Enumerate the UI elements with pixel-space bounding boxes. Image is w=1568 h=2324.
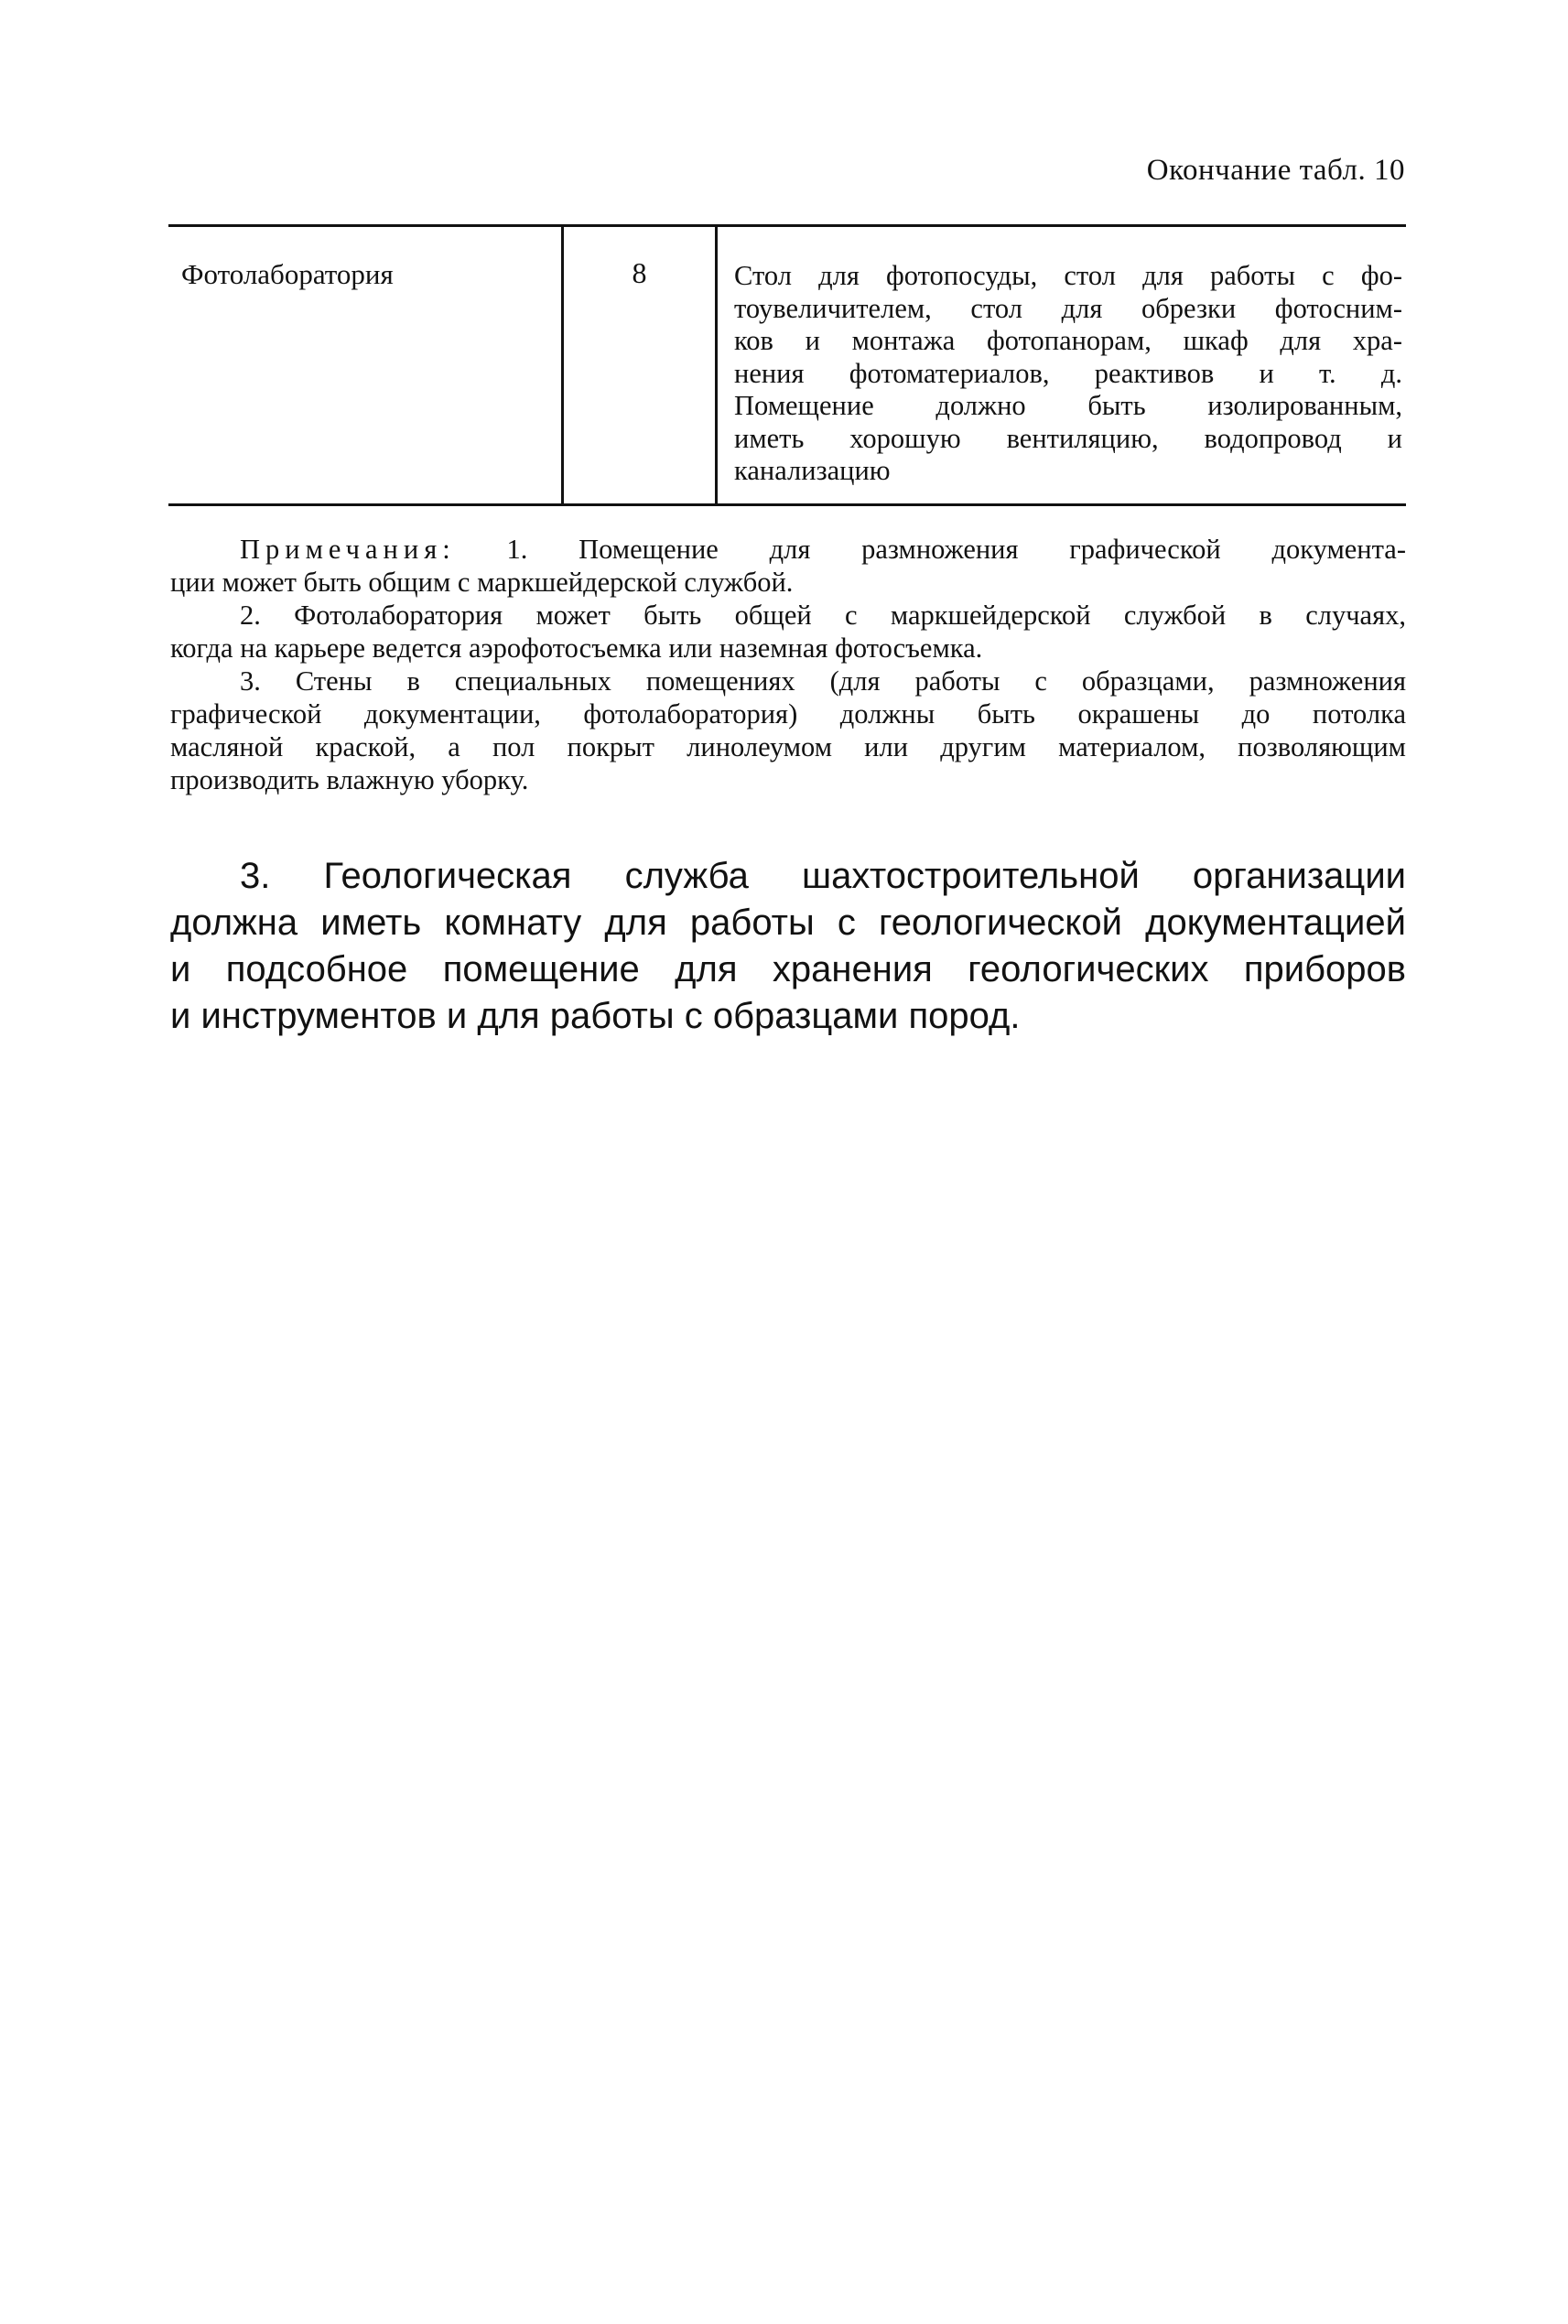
description-line: канализацию (734, 455, 891, 486)
room-count: 8 (632, 256, 647, 289)
table-cell-room (168, 227, 564, 503)
description-line: Стол для фотопосуды, стол для работы с фо- (734, 260, 1402, 291)
table-cell-description (718, 227, 1406, 503)
room-name: Фотолаборатория (181, 258, 394, 290)
description-line: нения фотоматериалов, реактивов и т. д. (734, 357, 1402, 389)
description-line: иметь хорошую вентиляцию, водопровод и (734, 422, 1402, 454)
note-1-line: ции может быть общим с маркшейдерской службой. (170, 567, 794, 598)
room-description (734, 260, 1402, 488)
notes-label: Примечания: (240, 534, 456, 565)
premises-table (168, 224, 1406, 506)
table-notes (170, 533, 1406, 796)
note-2-line: когда на карьере ведется аэрофотосъемка или наземная фотосъемка. (170, 632, 983, 664)
note-1-text: 1. Помещение для размножения графической документа- (506, 534, 1407, 565)
note-3-line: производить влажную уборку. (170, 764, 529, 795)
note-3-line: графической документации, фотолаборатория) должны быть окрашены до потолка (170, 698, 1406, 730)
paragraph-line: и инструментов и для работы с образцами пород. (170, 996, 1021, 1036)
paragraph-line: 3. Геологическая служба шахтостроительной организации (240, 856, 1406, 896)
paragraph-line: и подсобное помещение для хранения геологических приборов (170, 949, 1406, 989)
note-2-line: 2. Фотолаборатория может быть общей с маркшейдерской службой в случаях, (240, 600, 1406, 631)
note-1-line (170, 533, 1406, 566)
table-continuation-caption: Окончание табл. 10 (1146, 154, 1405, 187)
note-3-line: 3. Стены в специальных помещениях (для работы с образцами, размножения (240, 665, 1406, 697)
description-line: ков и монтажа фотопанорам, шкаф для хра- (734, 325, 1402, 356)
description-line: тоувеличителем, стол для обрезки фотосним- (734, 292, 1402, 324)
table-cell-count (564, 227, 718, 503)
paragraph-line: должна иметь комнату для работы с геологической документацией (170, 903, 1406, 943)
note-3-line: масляной краской, а пол покрыт линолеумом или другим материалом, позволяющим (170, 731, 1406, 762)
description-line: Помещение должно быть изолированным, (734, 390, 1402, 421)
body-paragraph (170, 853, 1406, 1040)
